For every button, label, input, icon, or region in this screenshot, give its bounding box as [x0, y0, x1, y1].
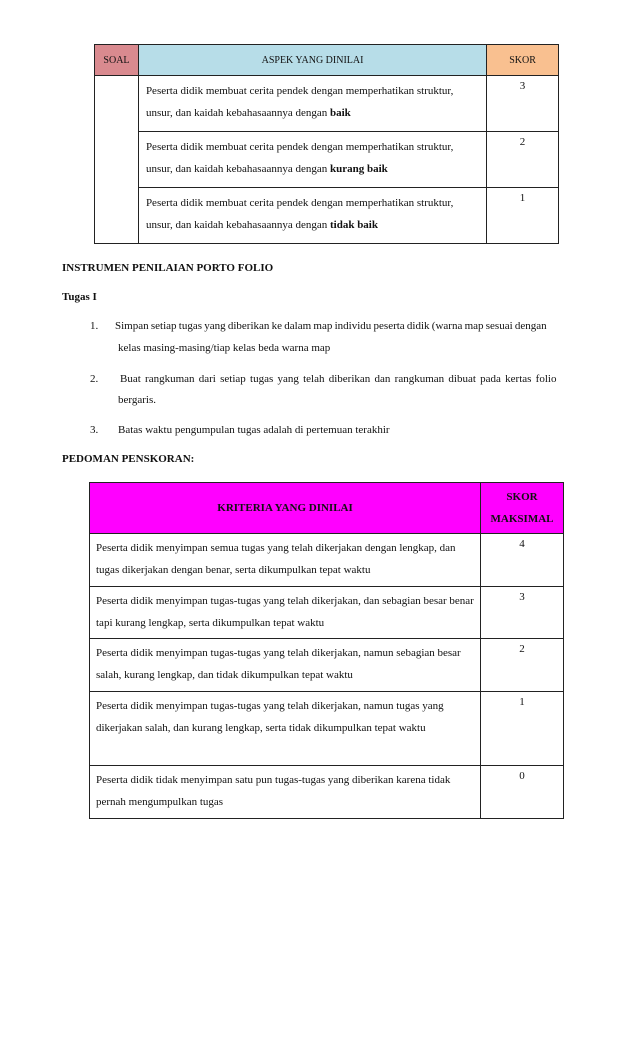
aspect-text: Peserta didik membuat cerita pendek dengan memperhatikan struktur, unsur, dan kaidah kebahasaannya dengan kurang baik — [145, 141, 454, 175]
task-title: Tugas I — [62, 291, 97, 303]
table-row — [95, 188, 559, 244]
criteria-text: Peserta didik menyimpan semua tugas yang telah dikerjakan dengan lengkap, dan tugas dikerjakan dengan benar, serta dikumpulkan tepat waktu — [96, 542, 456, 576]
score-cell: 1 — [487, 188, 559, 244]
criteria-text: Peserta didik tidak menyimpan satu pun tugas-tugas yang diberikan karena tidak pernah mengumpulkan tugas — [96, 774, 451, 808]
table-row — [90, 534, 564, 587]
task-line: Buat rangkuman dari setiap tugas yang telah diberikan dan rangkuman dibuat pada kertas folio — [120, 373, 557, 385]
task-number: 2. — [90, 373, 99, 385]
table-row — [90, 587, 564, 639]
soal-cell — [95, 76, 139, 244]
header-criteria: KRITERIA YANG DINILAI — [90, 483, 481, 534]
task-line: Simpan setiap tugas yang diberikan ke dalam map individu peserta didik (warna map sesuai dengan — [115, 320, 547, 332]
criteria-text: Peserta didik menyimpan tugas-tugas yang telah dikerjakan, dan sebagian besar benar tapi kurang lengkap, serta dikumpulkan tepat waktu — [96, 595, 474, 629]
score-cell: 2 — [481, 639, 564, 692]
task-line: kelas masing-masing/tiap kelas beda warna map — [118, 342, 331, 354]
task-line: Batas waktu pengumpulan tugas adalah di pertemuan terakhir — [118, 424, 390, 436]
score-cell: 0 — [481, 766, 564, 819]
score-cell: 2 — [487, 132, 559, 188]
table-row — [90, 766, 564, 819]
criteria-text: Peserta didik menyimpan tugas-tugas yang telah dikerjakan, namun tugas yang dikerjakan salah, dan kurang lengkap, serta tidak dikumpulkan tepat waktu — [96, 700, 444, 734]
score-cell: 1 — [481, 692, 564, 766]
header-soal: SOAL — [95, 45, 139, 76]
score-cell: 4 — [481, 534, 564, 587]
instrument-title: INSTRUMEN PENILAIAN PORTO FOLIO — [62, 262, 274, 274]
scoring-table — [89, 482, 564, 819]
header-max-score: SKOR MAKSIMAL — [481, 483, 564, 534]
score-cell: 3 — [487, 76, 559, 132]
task-number: 1. — [90, 320, 99, 332]
table-row — [90, 639, 564, 692]
aspect-text: Peserta didik membuat cerita pendek dengan memperhatikan struktur, unsur, dan kaidah kebahasaannya dengan baik — [145, 85, 454, 119]
aspect-table — [94, 44, 559, 244]
table-row — [95, 76, 559, 132]
scoring-table-header-row — [90, 483, 564, 534]
aspect-table-header-row — [95, 45, 559, 76]
aspect-text: Peserta didik membuat cerita pendek dengan memperhatikan struktur, unsur, dan kaidah kebahasaannya dengan tidak baik — [145, 197, 454, 231]
score-cell: 3 — [481, 587, 564, 639]
task-number: 3. — [90, 424, 99, 436]
scoring-title: PEDOMAN PENSKORAN: — [62, 453, 195, 465]
task-line: bergaris. — [118, 394, 156, 406]
table-row — [90, 692, 564, 766]
header-aspek: ASPEK YANG DINILAI — [138, 45, 486, 76]
table-row — [95, 132, 559, 188]
criteria-text: Peserta didik menyimpan tugas-tugas yang telah dikerjakan, namun sebagian besar salah, kurang lengkap, dan tidak dikumpulkan tepat waktu — [96, 647, 461, 681]
header-skor: SKOR — [487, 45, 559, 76]
